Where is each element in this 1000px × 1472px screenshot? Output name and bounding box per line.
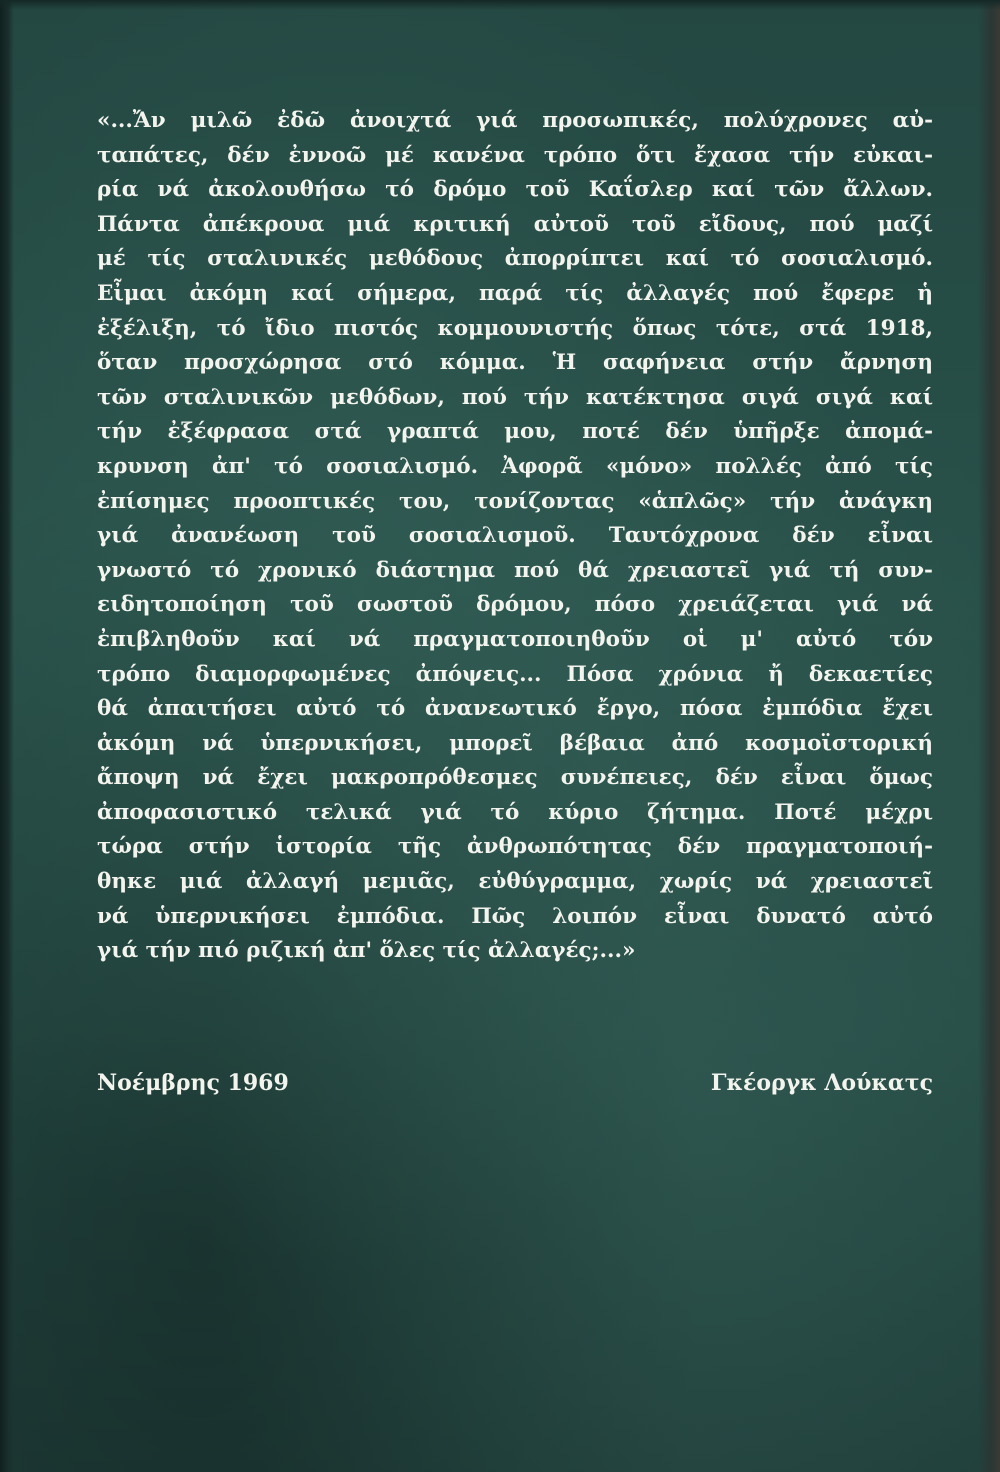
quote-line: θηκε μιά ἀλλαγή μεμιᾶς, εὐθύγραμμα, χωρίς νά χρειαστεῖ (97, 869, 933, 895)
quote-line: ἐξέλιξη, τό ἴδιο πιστός κομμουνιστής ὅπως τότε, στά 1918, (97, 315, 933, 341)
quote-line: γιά τήν πιό ριζική ἀπ' ὅλες τίς ἀλλαγές;...» (97, 938, 636, 964)
quote-line: ρία νά ἀκολουθήσω τό δρόμο τοῦ Καΐσλερ καί τῶν ἄλλων. (97, 177, 933, 203)
quote-footer (97, 1070, 933, 1096)
quote-line: ειδητοποίηση τοῦ σωστοῦ δρόμου, πόσο χρειάζεται γιά νά (97, 592, 933, 618)
quote-line: ἐπιβληθοῦν καί νά πραγματοποιηθοῦν οἱ μ' αὐτό τόν (97, 626, 933, 652)
quote-line: ὅταν προσχώρησα στό κόμμα. Ἡ σαφήνεια στήν ἄρνηση (97, 350, 933, 376)
cover-top-edge (0, 0, 1000, 10)
quote-line: «...Ἄν μιλῶ ἐδῶ ἀνοιχτά γιά προσωπικές, πολύχρονες αὐ- (97, 108, 933, 133)
quote-line: γιά ἀνανέωση τοῦ σοσιαλισμοῦ. Ταυτόχρονα δέν εἶναι (97, 523, 933, 549)
quote-line: κρυνση ἀπ' τό σοσιαλισμό. Ἀφορᾶ «μόνο» πολλές ἀπό τίς (97, 453, 933, 479)
quote-date: Νοέμβρης 1969 (97, 1070, 289, 1096)
quote-author: Γκέοργκ Λούκατς (710, 1070, 933, 1096)
quote-line: Εἶμαι ἀκόμη καί σήμερα, παρά τίς ἀλλαγές πού ἔφερε ἡ (97, 280, 933, 306)
quote-line: τήν ἐξέφρασα στά γραπτά μου, ποτέ δέν ὑπῆρξε ἀπομά- (97, 419, 933, 445)
quote-line: τώρα στήν ἱστορία τῆς ἀνθρωπότητας δέν πραγματοποιή- (97, 834, 933, 860)
quote-line: ἀκόμη νά ὑπερνικήσει, μπορεῖ βέβαια ἀπό κοσμοϊστορική (97, 730, 933, 756)
quote-text (97, 104, 933, 969)
quote-line: Πάντα ἀπέκρουα μιά κριτική αὐτοῦ τοῦ εἴδους, πού μαζί (97, 211, 933, 237)
quote-line: νά ὑπερνικήσει ἐμπόδια. Πῶς λοιπόν εἶναι δυνατό αὐτό (97, 903, 933, 929)
quote-line: ταπάτες, δέν ἐννοῶ μέ κανένα τρόπο ὅτι ἔχασα τήν εὐκαι- (97, 142, 933, 168)
cover-right-edge (978, 0, 1000, 1472)
quote-line: τῶν σταλινικῶν μεθόδων, πού τήν κατέκτησα σιγά σιγά καί (97, 384, 933, 410)
cover-left-edge (0, 0, 14, 1472)
quote-line: τρόπο διαμορφωμένες ἀπόψεις... Πόσα χρόνια ἤ δεκαετίες (97, 661, 933, 687)
quote-line: γνωστό τό χρονικό διάστημα πού θά χρειαστεῖ γιά τή συν- (97, 557, 933, 583)
quote-line: ἐπίσημες προοπτικές του, τονίζοντας «ἁπλῶς» τήν ἀνάγκη (97, 488, 933, 514)
quote-line: ἀποφασιστικό τελικά γιά τό κύριο ζήτημα. Ποτέ μέχρι (97, 799, 933, 825)
quote-line: θά ἀπαιτήσει αὐτό τό ἀνανεωτικό ἔργο, πόσα ἐμπόδια ἔχει (97, 696, 933, 722)
quote-line: μέ τίς σταλινικές μεθόδους ἀπορρίπτει καί τό σοσιαλισμό. (97, 246, 933, 272)
quote-line: ἄποψη νά ἔχει μακροπρόθεσμες συνέπειες, δέν εἶναι ὅμως (97, 765, 933, 791)
